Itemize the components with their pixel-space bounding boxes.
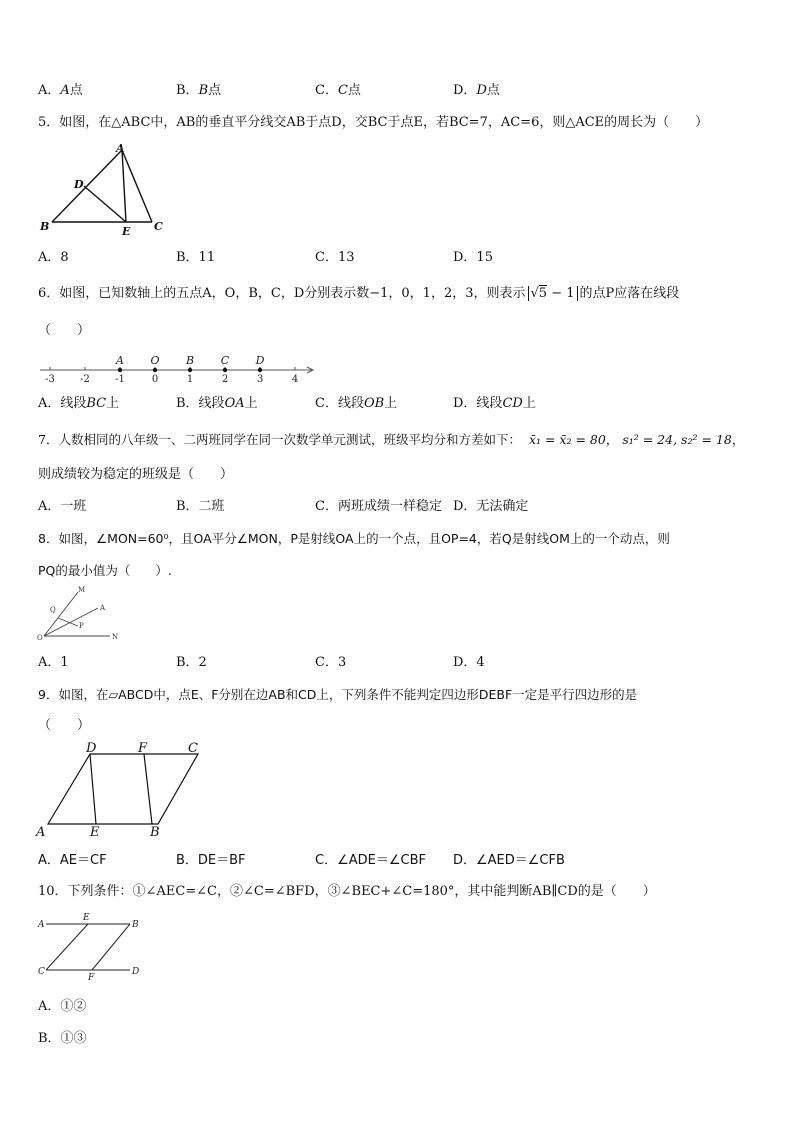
q5-label-d: D <box>74 178 84 191</box>
q6-tick-label: -2 <box>80 374 90 385</box>
q7-option-d[interactable]: D．无法确定 <box>453 499 529 514</box>
q10-label-e: E <box>83 913 90 923</box>
q4-option-a[interactable]: A．A点 <box>38 83 83 98</box>
q5-label-a: A <box>116 142 125 155</box>
q6-stem: 6．如图，已知数轴上的五点A，O，B，C，D分别表示数−1，0，1，2，3，则表示 √5 − 1 的点P应落在线段 <box>38 286 680 301</box>
q9-segment-de <box>90 754 96 824</box>
q10-label-d: D <box>132 967 140 977</box>
q4-option-d[interactable]: D．D点 <box>453 83 500 98</box>
q7-stem: 7．人数相同的八年级一、二两班同学在同一次数学单元测试，班级平均分和方差如下： x̄₁ = x̄₂ = 80， s₁² = 24, s₂² = 18， <box>38 432 745 447</box>
q8-angle-figure <box>36 586 126 646</box>
q8-option-a[interactable]: A．1 <box>38 655 69 670</box>
q6-point-o <box>153 368 157 372</box>
q6-option-b[interactable]: B．线段OA上 <box>176 396 258 411</box>
q6-tick-label: -3 <box>45 374 55 385</box>
q6-paren: （ ） <box>38 323 91 338</box>
q6-tick-label: 4 <box>291 374 299 385</box>
q5-label-b: B <box>40 220 50 233</box>
q8-label-o: O <box>37 634 43 642</box>
sqrt-sign: √ <box>530 286 539 301</box>
q9-option-a[interactable]: A．AE＝CF <box>38 853 107 868</box>
q5-option-b[interactable]: B．11 <box>176 250 216 265</box>
q9-label-a: A <box>36 825 46 840</box>
q10-stem: 10．下列条件：①∠AEC=∠C，②∠C=∠BFD，③∠BEC+∠C=180°，其中能判断AB∥CD的是（ ） <box>38 884 656 899</box>
q10-label-c: C <box>38 967 45 977</box>
q6-point-b <box>188 368 192 372</box>
q8-option-b[interactable]: B．2 <box>176 655 207 670</box>
q8-ray-om <box>44 592 78 636</box>
q8-option-c[interactable]: C．3 <box>315 655 347 670</box>
q10-option-a[interactable]: A．①② <box>38 999 87 1014</box>
q9-label-f: F <box>138 741 148 756</box>
q6-point-c <box>223 368 227 372</box>
q9-label-b: B <box>150 825 160 840</box>
q9-paren: （ ） <box>38 718 91 733</box>
q8-segment-pq <box>58 618 78 626</box>
q5-label-e: E <box>122 225 131 238</box>
q6-point-label: O <box>150 354 160 367</box>
q10-option-b[interactable]: B．①③ <box>38 1031 87 1046</box>
q4-option-c[interactable]: C．C点 <box>315 83 361 98</box>
q6-tick-label: -1 <box>115 374 125 385</box>
q6-abs-expression: √5 − 1 <box>528 286 578 301</box>
q10-segment-ec <box>46 924 88 970</box>
q5-label-c: C <box>154 220 163 233</box>
q5-stem: 5．如图，在△ABC中，AB的垂直平分线交AB于点D，交BC于点E，若BC=7，AC=6，则△ACE的周长为（ ） <box>38 115 709 130</box>
q8-label-n: N <box>112 633 119 641</box>
q8-label-m: M <box>78 586 86 594</box>
q7-option-a[interactable]: A．一班 <box>38 499 87 514</box>
q7-mean-formula: x̄₁ = x̄₂ = 80 <box>528 432 606 447</box>
q9-parallelogram-figure <box>34 741 214 840</box>
q5-perp-bisector-de <box>84 186 126 222</box>
q9-segment-fb <box>144 754 152 824</box>
q10-label-f: F <box>88 973 95 983</box>
q9-label-e: E <box>90 825 100 840</box>
q7-option-b[interactable]: B．二班 <box>176 499 225 514</box>
q6-number-line <box>36 348 326 388</box>
q6-point-d <box>258 368 262 372</box>
q8-line2: PQ的最小值为（ ）. <box>38 563 172 578</box>
q7-variance-formula: s₁² = 24, s₂² = 18 <box>622 432 732 447</box>
q6-tick-label: 0 <box>151 374 159 385</box>
q10-label-b: B <box>132 920 139 930</box>
q6-tick-label: 2 <box>221 374 229 385</box>
q9-stem: 9．如图，在▱ABCD中，点E、F分别在边AB和CD上，下列条件不能判定四边形DEBF一定是平行四边形的是 <box>38 687 638 702</box>
q5-option-a[interactable]: A．8 <box>38 250 69 265</box>
q7-option-c[interactable]: C．两班成绩一样稳定 <box>315 499 442 514</box>
q5-triangle-figure <box>36 142 176 242</box>
q7-line2: 则成绩较为稳定的班级是（ ） <box>38 467 234 482</box>
q9-label-d: D <box>86 741 97 756</box>
q4-option-b[interactable]: B．B点 <box>176 83 222 98</box>
q8-label-q: Q <box>50 606 56 614</box>
q6-option-d[interactable]: D．线段CD上 <box>453 396 536 411</box>
q6-point-label: D <box>255 354 265 367</box>
q5-side-ab <box>52 150 122 222</box>
q5-option-d[interactable]: D．15 <box>453 250 493 265</box>
q10-label-a: A <box>38 920 45 930</box>
q5-option-c[interactable]: C．13 <box>315 250 355 265</box>
q9-label-c: C <box>188 741 198 756</box>
q5-segment-ae <box>122 150 126 222</box>
q6-point-label: C <box>220 354 230 367</box>
q8-option-d[interactable]: D．4 <box>453 655 485 670</box>
q6-option-a[interactable]: A．线段BC上 <box>38 396 120 411</box>
q6-option-c[interactable]: C．线段OB上 <box>315 396 398 411</box>
q8-label-a: A <box>100 604 106 612</box>
q10-segment-bf <box>92 924 130 970</box>
q8-label-p: P <box>79 622 84 630</box>
q10-figure <box>36 910 156 983</box>
q9-option-c[interactable]: C．∠ADE＝∠CBF <box>315 853 426 868</box>
q6-tick-label: 1 <box>186 374 194 385</box>
q5-side-ac <box>122 150 152 222</box>
q6-point-label: B <box>185 354 195 367</box>
q9-parallelogram-abcd <box>48 754 198 824</box>
q9-option-b[interactable]: B．DE＝BF <box>176 853 246 868</box>
q9-option-d[interactable]: D．∠AED＝∠CFB <box>453 853 565 868</box>
q6-point-a <box>118 368 122 372</box>
q6-point-label: A <box>116 354 124 367</box>
q8-stem: 8．如图，∠MON=60⁰，且OA平分∠MON，P是射线OA上的一个点，且OP=4，若Q是射线OM上的一个动点，则 <box>38 531 670 546</box>
q6-tick-label: 3 <box>256 374 264 385</box>
